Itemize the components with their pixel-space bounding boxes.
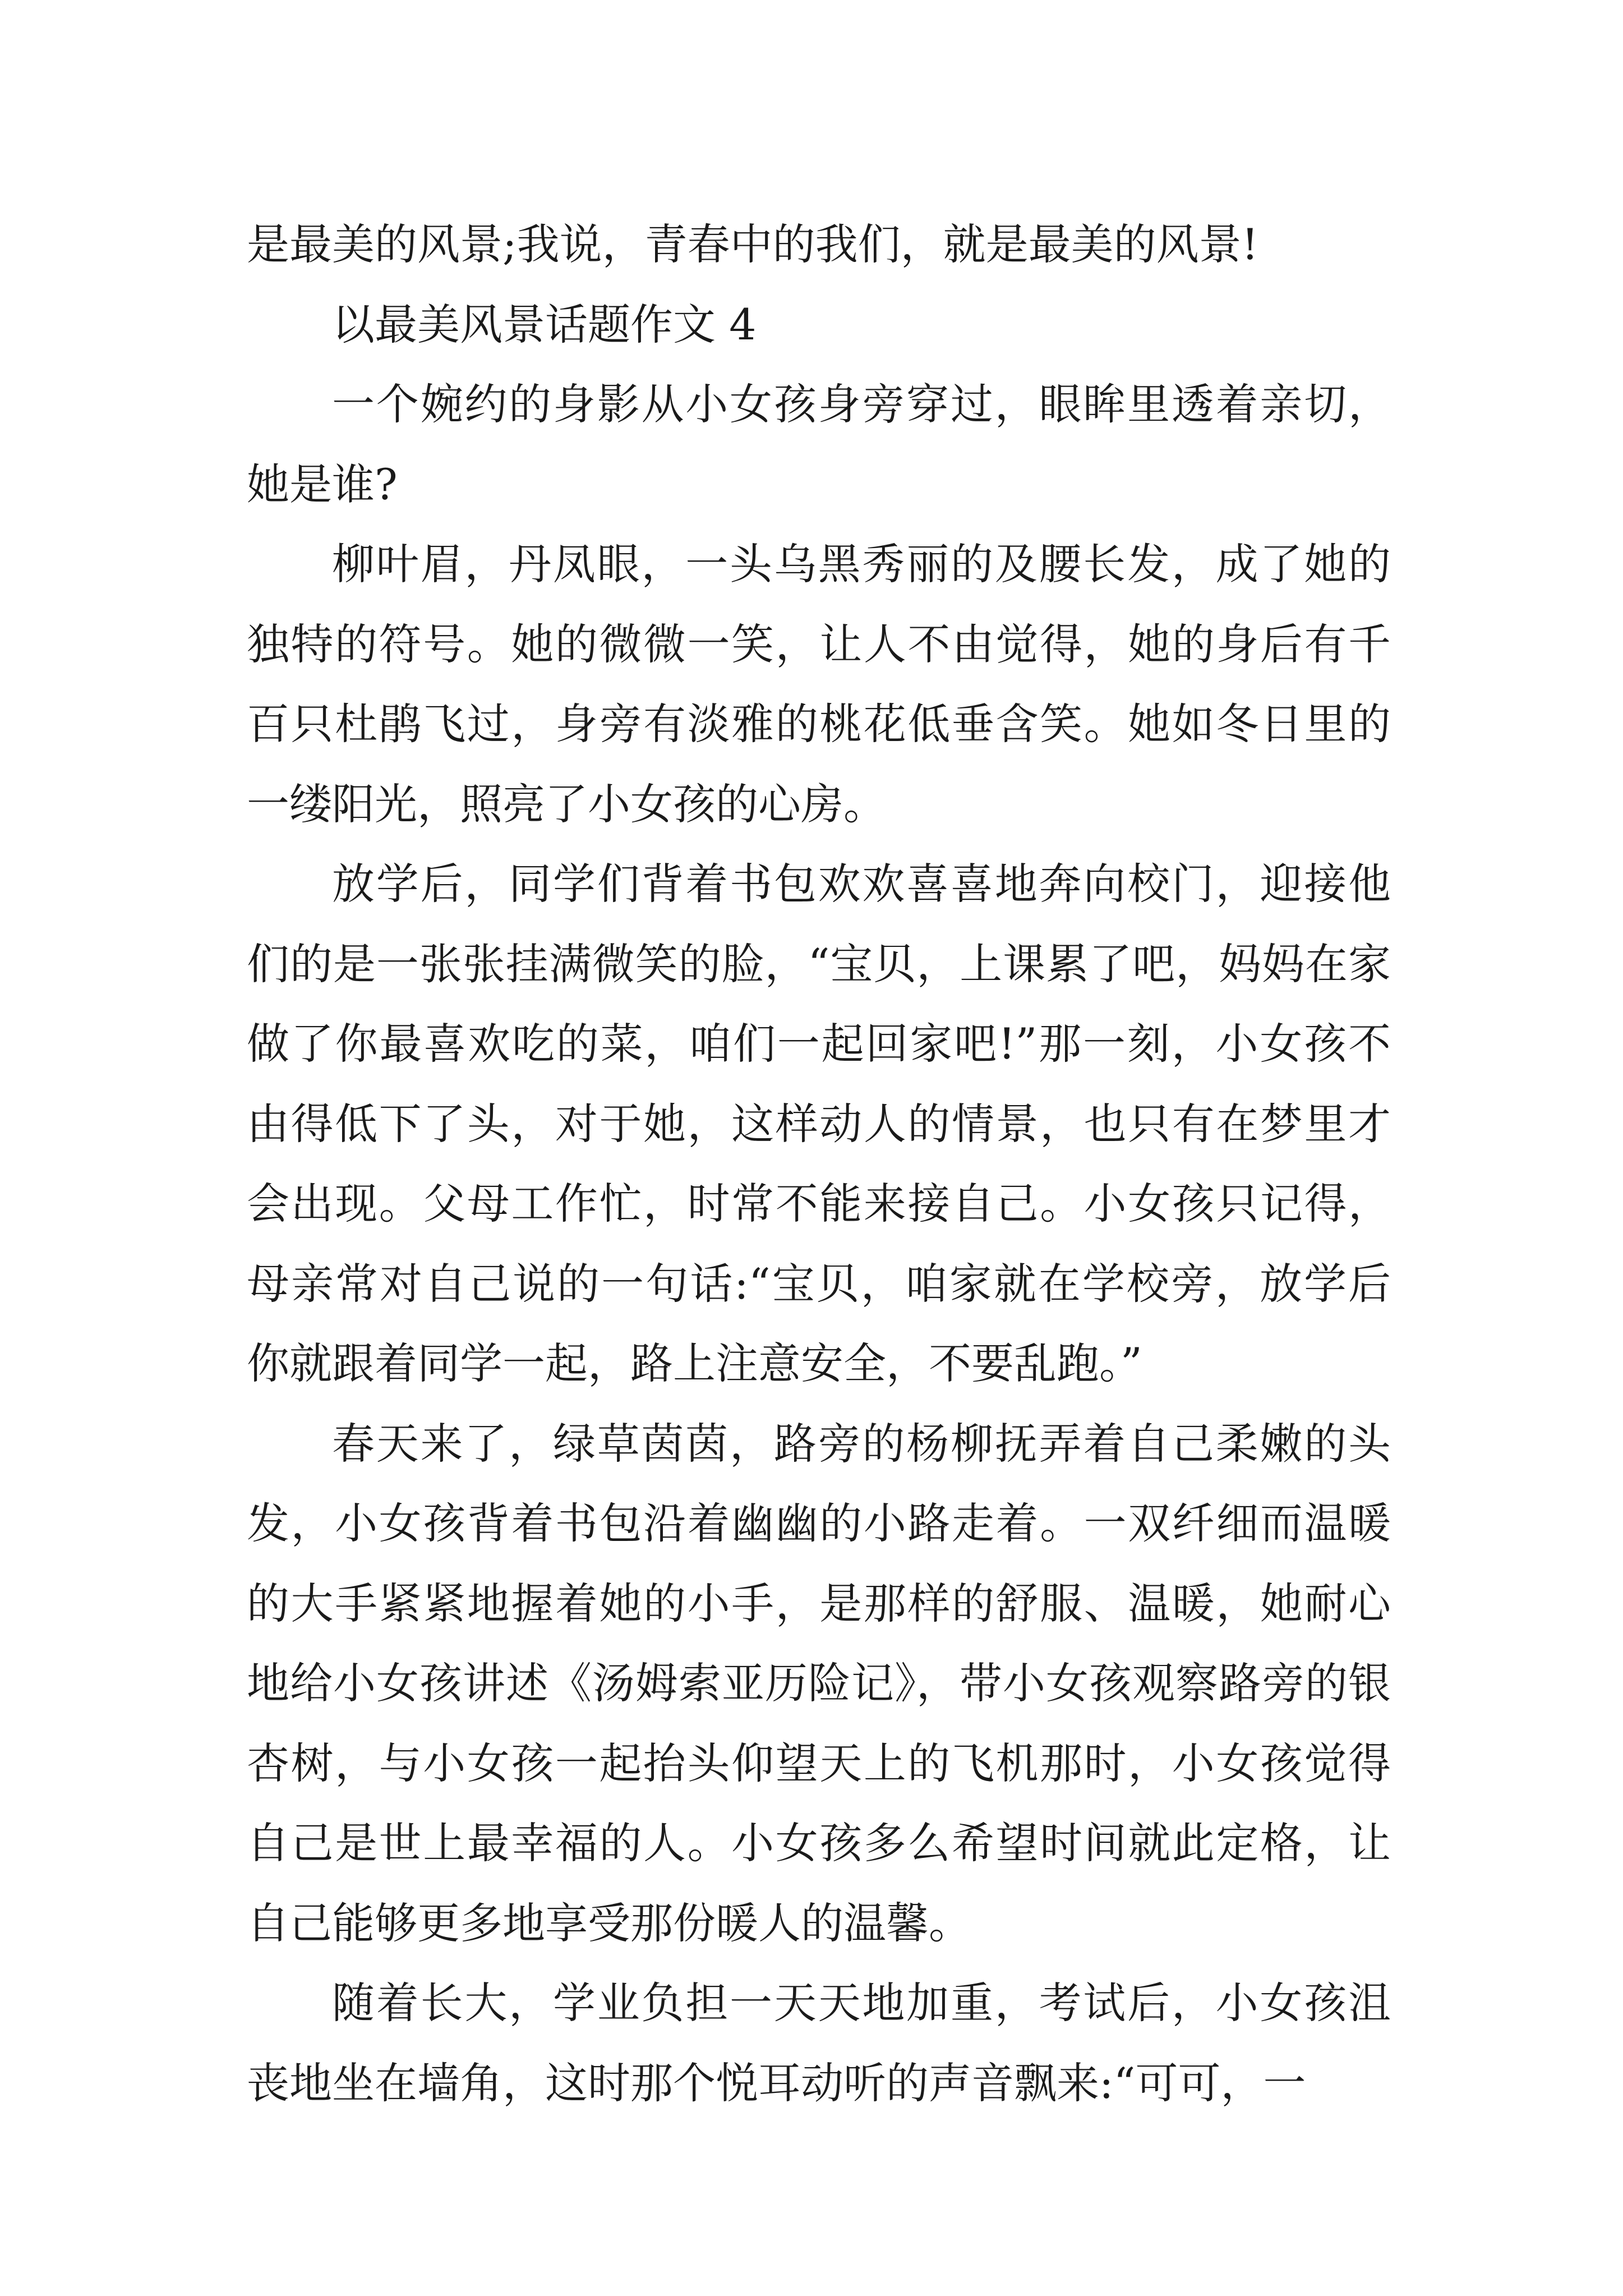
paragraph-continuation: 是最美的风景;我说，青春中的我们，就是最美的风景! <box>247 219 1259 269</box>
paragraph: 随着长大，学业负担一天天地加重，考试后，小女孩沮丧地坐在墙角，这时那个悦耳动听的声音飘来:“可可，一 <box>247 1978 1391 2108</box>
paragraph: 柳叶眉，丹凤眼，一头乌黑秀丽的及腰长发，成了她的独特的符号。她的微微一笑，让人不由觉得，她的身后有千百只杜鹃飞过，身旁有淡雅的桃花低垂含笑。她如冬日里的一缕阳光，照亮了小女孩的心房。 <box>247 539 1391 829</box>
paragraph: 春天来了，绿草茵茵，路旁的杨柳抚弄着自己柔嫩的头发，小女孩背着书包沿着幽幽的小路走着。一双纤细而温暖的大手紧紧地握着她的小手，是那样的舒服、温暖，她耐心地给小女孩讲述《汤姆索亚历险记》，带小女孩观察路旁的银杏树，与小女孩一起抬头仰望天上的飞机那时，小女孩觉得自己是世上最幸福的人。小女孩多么希望时间就此定格，让自己能够更多地享受那份暖人的温馨。 <box>247 1418 1391 1948</box>
section-heading: 以最美风景话题作文 4 <box>332 299 757 349</box>
paragraph: 一个婉约的身影从小女孩身旁穿过，眼眸里透着亲切，她是谁? <box>247 379 1391 509</box>
paragraph: 放学后，同学们背着书包欢欢喜喜地奔向校门，迎接他们的是一张张挂满微笑的脸，“宝贝，上课累了吧，妈妈在家做了你最喜欢吃的菜，咱们一起回家吧!”那一刻，小女孩不由得低下了头，对于她，这样动人的情景，也只有在梦里才会出现。父母工作忙，时常不能来接自己。小女孩只记得，母亲常对自己说的一句话:“宝贝，咱家就在学校旁，放学后你就跟着同学一起，路上注意安全，不要乱跑。” <box>247 859 1391 1388</box>
article-body <box>247 205 1391 2123</box>
